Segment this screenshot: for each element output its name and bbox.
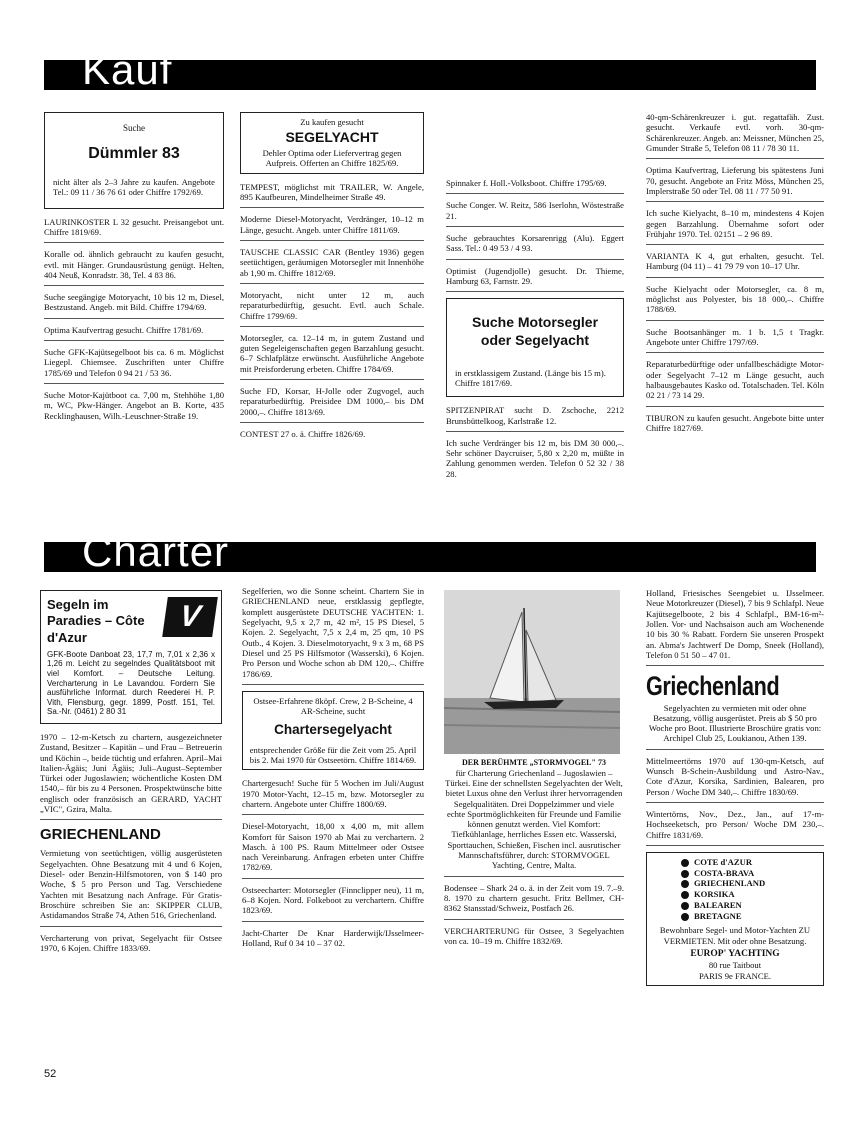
classified-ad: Ostseecharter: Motorsegler (Finnclipper neu), 11 m, 6–8 Kojen. Nord. Folkeboot zu verchartern. Chiffre 1823/69. [242, 885, 424, 922]
classified-ad: Jacht-Charter De Knar Harderwijk/IJsselmeer-Holland, Ruf 0 34 10 – 37 02. [242, 927, 424, 948]
vith-logo-letter: V [177, 600, 203, 633]
classified-ad: Optima Kaufvertrag, Lieferung bis spätestens Juni 70, gesucht. Angebote an Fritz Möss, München 25, Implerstraße 50 oder Tel. 08 11 / 77 50 91. [646, 165, 824, 202]
kauf-column-1 [44, 112, 224, 432]
classified-ad: Diesel-Motoryacht, 18,00 x 4,00 m, mit allem Komfort für Saison 1970 ab Mai zu verchartern. 2 Masch. à 100 PS. Raum Mittelmeer oder Ostsee nach Vereinbarung. Anfragen erbeten unter Chiffre 1782/69. [242, 821, 424, 879]
heading-griechenland-large: Griechenland [646, 671, 780, 702]
bullet-dot-icon [681, 913, 689, 921]
classified-ad: Suche gebrauchtes Korsarenrigg (Alu). Eggert Sass. Tel.: 0 49 53 / 4 93. [446, 233, 624, 260]
classified-ad: CONTEST 27 o. ä. Chiffre 1826/69. [240, 429, 366, 440]
classified-ad: Wintertörns, Nov., Dez., Jan., auf 17-m-Hochseeketsch, pro Person/ Woche DM 230,–. Chiffre 1831/69. [646, 809, 824, 846]
section-header-kauf [44, 46, 816, 93]
classified-ad: 40-qm-Schärenkreuzer i. gut. regattafäh. Zust. gesucht. Verkaufe evtl. vorh. 30-qm-Schärenkreuzer. Angeb. an: Meissner, München 25, Gmunder Straße 5, Telefon 08 11 / 78 30 11. [646, 112, 824, 159]
sailboat-image [444, 590, 620, 754]
classified-ad: TEMPEST, möglichst mit TRAILER, W. Angele, 895 Kaufbeuren, Mindelheimer Straße 49. [240, 182, 424, 209]
ad-box-text: nicht älter als 2–3 Jahre zu kaufen. Angebote Tel.: 09 11 / 36 76 61 oder Chiffre 1792/69. [53, 176, 215, 198]
ad-box-europ-yachting [646, 852, 824, 986]
ad-box-label: Suche [123, 123, 145, 133]
classified-ad: Ich suche Verdränger bis 12 m, bis DM 30 000,–. Sehr schöner Daycruiser, 5,80 x 2,20 m, müßte in Zahlung genommen werden. Telefon 0 52 32 / 38 28. [446, 437, 624, 479]
company-address: 80 rue Taitbout [708, 960, 762, 971]
classified-ad: 1970 – 12-m-Ketsch zu chartern, ausgezeichneter Zustand, Besitzer – Kapitän – und Frau – Betreuerin und Köchin –, beide tüchtig und erfahren. April–Mai Italien-Ägäis; Juni Ägäis; Juli–August–September Türkei oder Jugoslawien; wöchentliche Kosten DM 1540,– für bis zu 4 Personen. Prospektwünsche bitte englisch oder französisch an GERARD, YACHT „VIC", Gzira, Malta. [40, 732, 222, 821]
classified-ad: Motoryacht, nicht unter 12 m, auch reparaturbedürftig, gesucht. Evtl. auch Schale. Chiffre 1799/69. [240, 290, 424, 327]
region-item: GRIECHENLAND [681, 878, 817, 889]
classified-ad: Koralle od. ähnlich gebraucht zu kaufen gesucht, evtl. mit Hänger. Grundausrüstung genügt. Helten, 404 Neuß, Konradstr. 38, Tel. 4 83 86. [44, 249, 224, 286]
kauf-column-4 [646, 112, 824, 444]
classified-ad: Ich suche Kielyacht, 8–10 m, mindestens 4 Kojen gegen Barzahlung. Übernahme sofort oder Frühjahr 1970. Tel. 02151 – 2 96 89. [646, 208, 824, 245]
ad-box-title: Chartersegelyacht [274, 722, 392, 738]
ad-box-text: in erstklassigem Zustand. (Länge bis 15 m). Chiffre 1817/69. [455, 367, 606, 388]
classified-ad: Spinnaker f. Holl.-Volksboot. Chiffre 1795/69. [446, 178, 624, 194]
charter-column-3 [444, 590, 624, 957]
bullet-dot-icon [681, 891, 689, 899]
ad-box-title: Suche Motorsegler oder Segelyacht [471, 314, 599, 349]
classified-ad: Suche FD, Korsar, H-Jolle oder Zugvogel, auch reparaturbedürftig. Preisidee DM 1000,– bis DM 2000,–. Chiffre 1813/69. [240, 386, 424, 423]
classified-ad: TIBURON zu kaufen gesucht. Angebote bitte unter Chiffre 1827/69. [646, 412, 824, 433]
ad-box-text: Dehler Optima oder Liefervertrag gegen Aufpreis. Offerten an Chiffre 1825/69. [262, 148, 402, 169]
classified-ad: Chartergesuch! Suche für 5 Wochen im Juli/August 1970 Motor-Yacht, 12–15 m, bzw. Motorsegler zu chartern. Angebote unter Chiffre 1800/69. [242, 778, 424, 815]
photo-caption-title: DER BERÜHMTE „STORMVOGEL" 73 [462, 758, 606, 767]
company-address: PARIS 9e FRANCE. [698, 970, 772, 981]
region-item: BRETAGNE [681, 911, 817, 922]
region-list [653, 857, 817, 921]
region-item: COSTA-BRAVA [681, 868, 817, 879]
ad-box-title: Dümmler 83 [88, 144, 180, 162]
region-item: BALEAREN [681, 900, 817, 911]
bullet-dot-icon [681, 870, 689, 878]
classified-ad: Suche Bootsanhänger m. 1 b. 1,5 t Tragkr. Angebote unter Chiffre 1797/69. [646, 327, 824, 354]
charter-column-1 [40, 590, 222, 964]
charter-column-2 [242, 586, 424, 959]
classified-ad: Bodensee – Shark 24 o. ä. in der Zeit vom 19. 7.–9. 8. 1970 zu chartern gesucht. Fritz Bellmer, CH-8362 Stansstad/Schweiz, Postfach 26. [444, 883, 624, 920]
vith-logo [162, 597, 218, 637]
classified-ad: Suche GFK-Kajütsegelboot bis ca. 6 m. Möglichst Liegepl. Chiemsee. Zuschriften unter Chiffre 1785/69 und Telefon 0 94 21 / 53 36. [44, 347, 224, 384]
classified-ad: Vermietung von seetüchtigen, völlig ausgerüsteten Segelyachten. Ohne Besatzung mit 4 und 6 Kojen, Diesel- oder Benzin-Hilfsmotoren, von $ 140 pro Woche, $ 5 pro Person und Tag. Verschiedene Yachten mit Besatzung nach Anfrage. Für Gratis-Broschüre schreiben Sie an: SKIPPER CLUB, Astidamandos Straße 74, Athen 516, Griechenland. [40, 848, 222, 926]
company-name: EUROP' YACHTING [690, 949, 780, 959]
classified-ad: Motorsegler, ca. 12–14 m, in gutem Zustand und guten Segeleigenschaften gegen Barzahlung gesucht. 6–7 Schlafplätze erwünscht. Ausführliche Angebote mit Preisforderung erbeten. Chiffre 1784/69. [240, 333, 424, 380]
classified-ad: VARIANTA K 4, gut erhalten, gesucht. Tel. Hamburg (04 11) – 41 79 79 von 10–17 Uhr. [646, 251, 824, 278]
bullet-dot-icon [681, 880, 689, 888]
bullet-dot-icon [681, 859, 689, 867]
classified-ad: Segelferien, wo die Sonne scheint. Chartern Sie in GRIECHENLAND neue, erstklassig gepflegte, komplett ausgerüstete DEUTSCHE YACHTEN: 1. Segelyacht, 9,5 x 2,7 m, 42 m², 15 PS Diesel, 5 Kojen. 2. Segelyacht, 7,5 x 2,4 m, 25 qm, 10 PS Outb., 4 Kojen. 3. Dieselmotoryacht, 9 x 3 m, 68 PS Diesel und 25 PS Hilfsmotor (Wasserski), 6 Kojen. Pro Person und Woche schon ab DM 120,–. Chiffre 1786/69. [242, 586, 424, 685]
ad-box-text: entsprechender Größe für die Zeit vom 25. April bis 2. Mai 1970 für Ostseetörn. Chiffre 1814/69. [249, 744, 417, 765]
stormvogel-photo [444, 590, 620, 754]
region-item: KORSIKA [681, 889, 817, 900]
section-header-charter [44, 528, 816, 575]
kauf-column-2 [240, 112, 424, 450]
classified-ad: Reparaturbedürftige oder unfallbeschädigte Motor- oder Segelyacht 7–12 m Länge gesucht, auch halbausgebautes Kasko od. Totalschaden. Tel. Köln 02 21 / 73 14 29. [646, 359, 824, 406]
classified-ad: LAURINKOSTER L 32 gesucht. Preisangebot unt. Chiffre 1819/69. [44, 217, 224, 244]
ad-box-motorsegler [446, 298, 624, 397]
ad-box-text: Ostsee-Erfahrene 8köpf. Crew, 2 B-Scheine, 4 AR-Scheine, sucht [253, 695, 413, 717]
classified-ad: TAUSCHE CLASSIC CAR (Bentley 1936) gegen seetüchtigen, geräumigen Motorsegler mit Innenhöhe ab 1,90 m. Chiffre 1812/69. [240, 247, 424, 284]
ad-box-label: Zu kaufen gesucht [300, 117, 364, 127]
charter-column-4 [646, 588, 824, 994]
section-title-charter: Charter [82, 528, 230, 575]
classified-ad: Suche Conger. W. Reitz, 586 Iserlohn, Wöstestraße 21. [446, 200, 624, 227]
ad-box-title: Segeln im Paradies – Côte d'Azur [47, 597, 145, 645]
heading-griechenland: GRIECHENLAND [40, 826, 161, 844]
classified-ad: Holland, Friesisches Seengebiet u. IJsselmeer. Neue Motorkreuzer (Diesel), 7 bis 9 Schlafpl. Neue Kajütsegelboote, 2 bis 4 Schlafpl., BM-16-m²-Jollen. Vor- und Nachsaison auch am Wochenende 10 bis 30 % Rabatt. Fordern Sie unseren Prospekt an. Abma's Jachtwerf De Domp, Sneek (Holland), Telefon 0 51 50 – 47 01. [646, 588, 824, 666]
bullet-dot-icon [681, 902, 689, 910]
classified-ad: VERCHARTERUNG für Ostsee, 3 Segelyachten von ca. 10–19 m. Chiffre 1832/69. [444, 925, 624, 946]
ad-box-text: GFK-Boote Danboat 23, 17,7 m, 7,01 x 2,36 x 1,26 m. Leicht zu segelndes Qualitätsboot mit viel Komfort. – Deutsche Leitung. Vercharterung in Le Lavandou. Fordern Sie ausführliche Informat. durch Reederei H. P. Vith, Flensburg, gegr. 1899, Postf. 151, Tel. Sa.-Nr. (0461) 2 80 31 [47, 649, 215, 717]
ad-box-cote-dazur [40, 590, 222, 724]
classified-ad: Vercharterung von privat, Segelyacht für Ostsee 1970, 6 Kojen. Chiffre 1833/69. [40, 932, 222, 953]
ad-box-segelyacht [240, 112, 424, 174]
classified-ad: Optima Kaufvertrag gesucht. Chiffre 1781/69. [44, 325, 224, 341]
classified-ad: SPITZENPIRAT sucht D. Zschoche, 2212 Brunsbüttelkoog, Karlstraße 12. [446, 405, 624, 432]
photo-caption: für Charterung Griechenland – Jugoslawien – Türkei. Eine der schnellsten Segelyachten der Welt, bietet Luxus ohne den Verlust ihrer hervorragenden Segelqualitäten. Drei Doppelzimmer und viele echte Sportmöglichkeiten für Freunde und Familie können genutzt werden. Viel Komfort: Tiefkühlanlage, herrliches Essen etc. Wasserski, Sporttauchen, Schießen, Fischen incl. ausrutischer Mannschaftsführer, durch: STORMVOGEL Yachting, Centre, Malta. [444, 768, 624, 877]
region-item: COTE d'AZUR [681, 857, 817, 868]
classified-ad: Suche seegängige Motoryacht, 10 bis 12 m, Diesel, Bestzustand. Angeb. mit Bild. Chiffre 1794/69. [44, 292, 224, 319]
ad-box-duemmler [44, 112, 224, 209]
classified-ad: Mittelmeertörns 1970 auf 130-qm-Ketsch, auf Wunsch B-Schein-Ausbildung und Astro-Nav., Cote d'Azur, Korsika, Sardinien, Balearen, pro Person / Woche DM 340,–. Chiffre 1830/69. [646, 756, 824, 803]
classified-ad: Moderne Diesel-Motoryacht, Verdränger, 10–12 m Länge, gesucht. Angeb. unter Chiffre 1811/69. [240, 214, 424, 241]
classified-ad: Suche Kielyacht oder Motorsegler, ca. 8 m, möglichst aus Polyester, bis 18 000,–. Chiffre 1788/69. [646, 284, 824, 321]
page-number: 52 [44, 1068, 57, 1080]
section-title-kauf: Kauf [82, 46, 173, 93]
ad-box-title: SEGELYACHT [285, 129, 379, 146]
classified-ad: Optimist (Jugendjolle) gesucht. Dr. Thieme, Hamburg 63, Farnstr. 29. [446, 266, 624, 293]
classified-ad: Suche Motor-Kajütboot ca. 7,00 m, Stehhöhe 1,80 m, WC, Pkw-Hänger. Angebot an B. Korte, 435 Recklinghausen, Wilh.-Leuschner-Straße 19. [44, 390, 224, 421]
classified-ad: Segelyachten zu vermieten mit oder ohne Besatzung, völlig ausgerüstet. Preis ab $ 50 pro Woche pro Boot. Illustrierte Broschüre gratis von: Archipel Club 25, Loukianou, Athen 139. [646, 703, 824, 750]
ad-box-chartersegelyacht [242, 691, 424, 770]
kauf-column-3 [446, 178, 624, 490]
ad-box-text: Bewohnbare Segel- und Motor-Yachten ZU VERMIETEN. Mit oder ohne Besatzung. [659, 925, 811, 946]
